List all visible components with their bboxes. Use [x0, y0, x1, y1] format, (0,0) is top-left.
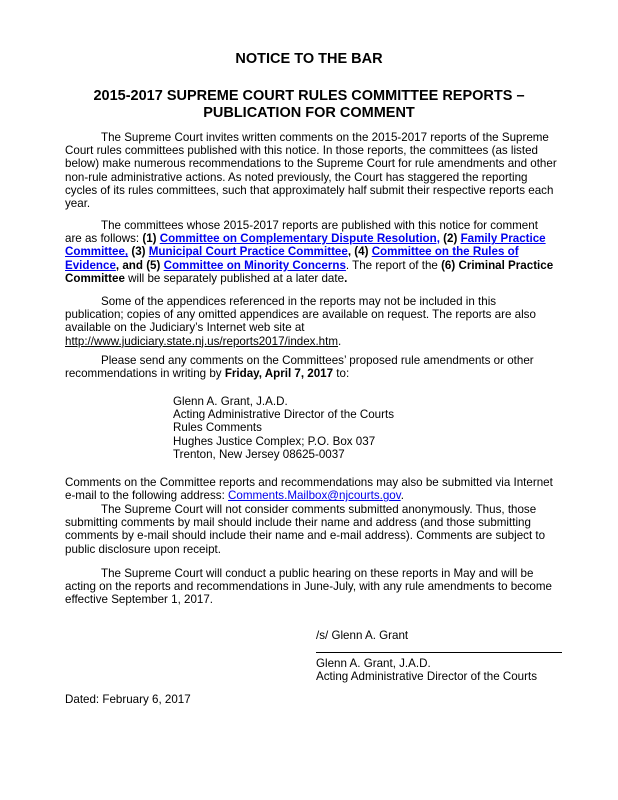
committee-number-1: (1): [142, 232, 160, 246]
signature-line: [316, 652, 562, 653]
send-comments-text: Please send any comments on the Committees’ proposed rule amendments or other recommendations in writing by: [65, 354, 534, 381]
committee-link-minority-concerns[interactable]: Committee on Minority Concerns: [163, 258, 346, 272]
committee-link-cdr[interactable]: Committee on Complementary Dispute Resolution,: [159, 232, 440, 246]
signature-slash-s: /s/ Glenn A. Grant: [316, 629, 409, 642]
paragraph-public-hearing: [65, 567, 557, 607]
dated-line: Dated: February 6, 2017: [65, 693, 191, 706]
mailing-address: [173, 395, 394, 461]
email-link[interactable]: Comments.Mailbox@njcourts.gov: [228, 489, 401, 503]
report-heading: [0, 88, 618, 122]
appendices-end: .: [338, 334, 342, 348]
reports-url-link[interactable]: http://www.judiciary.state.nj.us/reports2017/index.htm: [65, 334, 339, 348]
criminal-practice-committee: (6) Criminal Practice Committee: [65, 258, 554, 285]
committee-link-rules-of-evidence[interactable]: Committee on the Rules of Evidence: [65, 245, 519, 272]
signature-block: [316, 657, 537, 683]
address-line-name: Glenn A. Grant, J.A.D.: [173, 395, 288, 408]
address-line-street: Hughes Justice Complex; P.O. Box 037: [173, 434, 376, 448]
report-heading-line2: PUBLICATION FOR COMMENT: [203, 105, 415, 121]
committees-tail: will be separately published at a later date: [124, 271, 345, 285]
paragraph-invitation-text: The Supreme Court invites written comments on the 2015-2017 reports of the Supreme Court rules committees published with this notice. In those reports, the committees (as listed below) make numerous recommendations to the Supreme Court for rule amendments and other non-rule administrative actions. As noted previously, the Court has staggered the reporting cycles of its rules committees, such that approximately half submit their respective reports each year.: [65, 131, 557, 211]
committee-number-5: , and (5): [115, 258, 164, 272]
paragraph-send-comments: [65, 354, 557, 380]
committee-link-municipal-court[interactable]: Municipal Court Practice Committee: [148, 245, 348, 259]
anonymous-text: The Supreme Court will not consider comments submitted anonymously. Thus, those submitting comments by mail should include their name and address (and those submitting comments by e-mail should include their name and e-mail address). Comments are subject to public disclosure upon receipt.: [65, 503, 546, 556]
paragraph-anonymous: [65, 503, 557, 556]
paragraph-invitation: [65, 131, 557, 210]
paragraph-appendices: [65, 295, 557, 348]
public-hearing-text: The Supreme Court will conduct a public hearing on these reports in May and will be acting on the reports and recommendations in June-July, with any rule amendments to become effective September 1, 2017.: [65, 567, 552, 607]
notice-title: NOTICE TO THE BAR: [235, 51, 383, 67]
comment-deadline: Friday, April 7, 2017: [224, 367, 334, 381]
report-heading-line1: 2015-2017 SUPREME COURT RULES COMMITTEE REPORTS –: [93, 88, 525, 104]
committee-link-family-practice[interactable]: Family Practice Committee,: [65, 232, 546, 259]
committees-intro: The committees whose 2015-2017 reports are published with this notice for comment are as follows:: [65, 219, 538, 246]
committee-number-2: (2): [439, 232, 461, 246]
send-comments-end: to:: [333, 367, 350, 381]
paragraph-email: [65, 476, 557, 502]
email-text: Comments on the Committee reports and recommendations may also be submitted via Internet e-mail to the following address:: [65, 476, 553, 503]
address-line-city: Trenton, New Jersey 08625-0037: [173, 447, 345, 461]
email-end: .: [400, 489, 404, 503]
address-line-title: Acting Administrative Director of the Courts: [173, 408, 395, 422]
appendices-text: Some of the appendices referenced in the reports may not be included in this publication; copies of any omitted appendices are available on request. The reports are also available on the Judiciary’s Internet web site at: [65, 295, 536, 335]
committees-mid-period: . The report of the: [345, 258, 442, 272]
committees-end: .: [344, 271, 348, 285]
committee-number-4: , (4): [347, 245, 372, 259]
signature-name: Glenn A. Grant, J.A.D.: [316, 657, 431, 670]
address-line-attn: Rules Comments: [173, 421, 262, 435]
signature-title: Acting Administrative Director of the Courts: [316, 670, 538, 684]
paragraph-committees: [65, 219, 557, 285]
committee-number-3: (3): [131, 245, 149, 259]
